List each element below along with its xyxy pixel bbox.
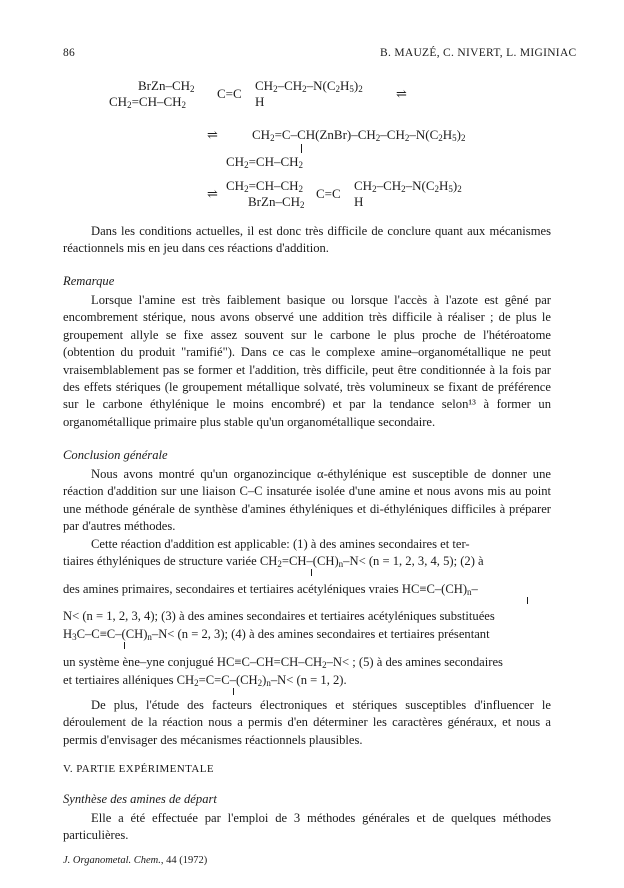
paragraph-text: Nous avons montré qu'un organozincique α-éthylénique est susceptible de donner une réaction d'addition sur une liaison C–C insaturée isolée d'une amine et nous avons mis au point une méthode générale de synthèse d'amines éthyléniques et di-éthyléniques difficiles à préparer par d'autres méthodes. [63,467,551,534]
scheme-3-line-2-right: H [354,194,364,209]
equilibrium-arrow: ⇌ [396,86,407,101]
equilibrium-arrow: ⇌ [207,186,218,201]
conclusion-p2-line-7: et tertiaires alléniques $CH_2=C=C-(CH_2)_n-N< (n = 1$, 2). [63,673,347,688]
running-header-authors: B. MAUZÉ, C. NIVERT, L. MIGINIAC [380,47,577,59]
scheme-3-line-2-left: BrZn–$CH_2$ [248,194,305,210]
paragraph-text: Elle a été effectuée par l'emploi de 3 méthodes générales et de quelques méthodes particulières. [63,811,551,843]
scheme-1-line-2-left: $CH_2=CH-CH_2$ [109,94,187,110]
scheme-3-line-1-right: $CH_2-CH_2-N(C_2H_5)_2$ [354,178,462,194]
equilibrium-arrow: ⇌ [207,127,218,142]
scheme-2-line-2: $CH_2=CH-CH_2$ [226,154,304,170]
conclusion-p2-line-6: un système ène–yne conjugué $HC\equiv C-CH=CH-CH_2-N<$ ; (5) à des amines secondaires [63,655,503,670]
conclusion-p2-line-5: $H_3C-C\equiv C-(CH)_n-N< (n = 2$, 3); (4) à des amines secondaires et tertiaires présentant [63,627,490,642]
conclusion-p2-line-3: des amines primaires, secondaires et tertiaires acétyléniques vraies $HC\equiv C-(CH)_n-$ [63,582,478,597]
scheme-1-double-bond: C=C [217,86,242,101]
conclusion-heading: Conclusion générale [63,448,168,462]
conclusion-p2-line-4: N< (n = 1, 2, 3, 4); (3) à des amines secondaires et tertiaires acétyléniques substituées [63,609,495,623]
remarque-paragraph [63,292,551,431]
scheme-2-line-1: $CH_2=C-CH(ZnBr)-CH_2-CH_2-N(C_2H_5)_2$ [252,127,466,143]
conclusion-p2-line-1: Cette réaction d'addition est applicable: (1) à des amines secondaires et ter- [91,537,470,551]
scheme-3-double-bond: C=C [316,186,341,201]
remarque-heading: Remarque [63,274,115,288]
paragraph-text: Lorsque l'amine est très faiblement basique ou lorsque l'accès à l'azote est gêné par encombrement stérique, nous avons observé une addition très difficile à réaliser ; de plus le groupement allyle se fixe assez souvent sur le carbone le plus proche de l'hétéroatome (obtention du produit "ramifié"). Dans ce cas le complexe amine–organométallique ne peut vraisemblablement pas se former et l'addition, très difficile, peut être conditionnée à la fois par des effets stériques (le groupement métallique solvaté, très volumineux se fixant de préférence sur le carbone éthylénique le moins encombré) et par la tendance selon¹³ à former un organométallique primaire plus stable qu'un organométallique secondaire. [63,293,551,429]
branch-bond [124,642,125,649]
page-number: 86 [63,47,76,59]
branch-bond [233,688,234,695]
subsection-heading: Synthèse des amines de départ [63,792,217,806]
scheme-1-line-1-right: $CH_2-CH_2-N(C_2H_5)_2$ [255,78,363,94]
conclusion-paragraph-1 [63,466,551,536]
scheme-3-line-1-left: $CH_2=CH-CH_2$ [226,178,304,194]
scheme-2-vertical-bond [301,144,302,153]
paragraph-conclusion-mechanisms [63,223,551,258]
branch-bond [311,569,312,576]
conclusion-paragraph-3 [63,697,551,749]
conclusion-p2-line-2: tiaires éthyléniques de structure variée $CH_2=CH-(CH)_n-N< (n = 1$, 2, 3, 4, 5); (2) à [63,554,484,569]
section-paragraph [63,810,551,845]
scheme-1-line-2-right: H [255,94,265,109]
paragraph-text: De plus, l'étude des facteurs électroniques et stériques susceptibles d'influencer le déroulement de la réaction nous a permis d'en déterminer les caractères généraux, et nous a permis d'envisager des mécanismes réactionnels plausibles. [63,698,551,747]
journal-footer: J. Organometal. Chem., 44 (1972) [63,855,208,866]
branch-bond [527,597,528,604]
section-heading: V. PARTIE EXPÉRIMENTALE [63,763,214,775]
scheme-1-line-1-left: BrZn–$CH_2$ [138,78,195,94]
paragraph-text: Dans les conditions actuelles, il est donc très difficile de conclure quant aux mécanismes réactionnels mis en jeu dans ces réactions d'addition. [63,224,551,256]
